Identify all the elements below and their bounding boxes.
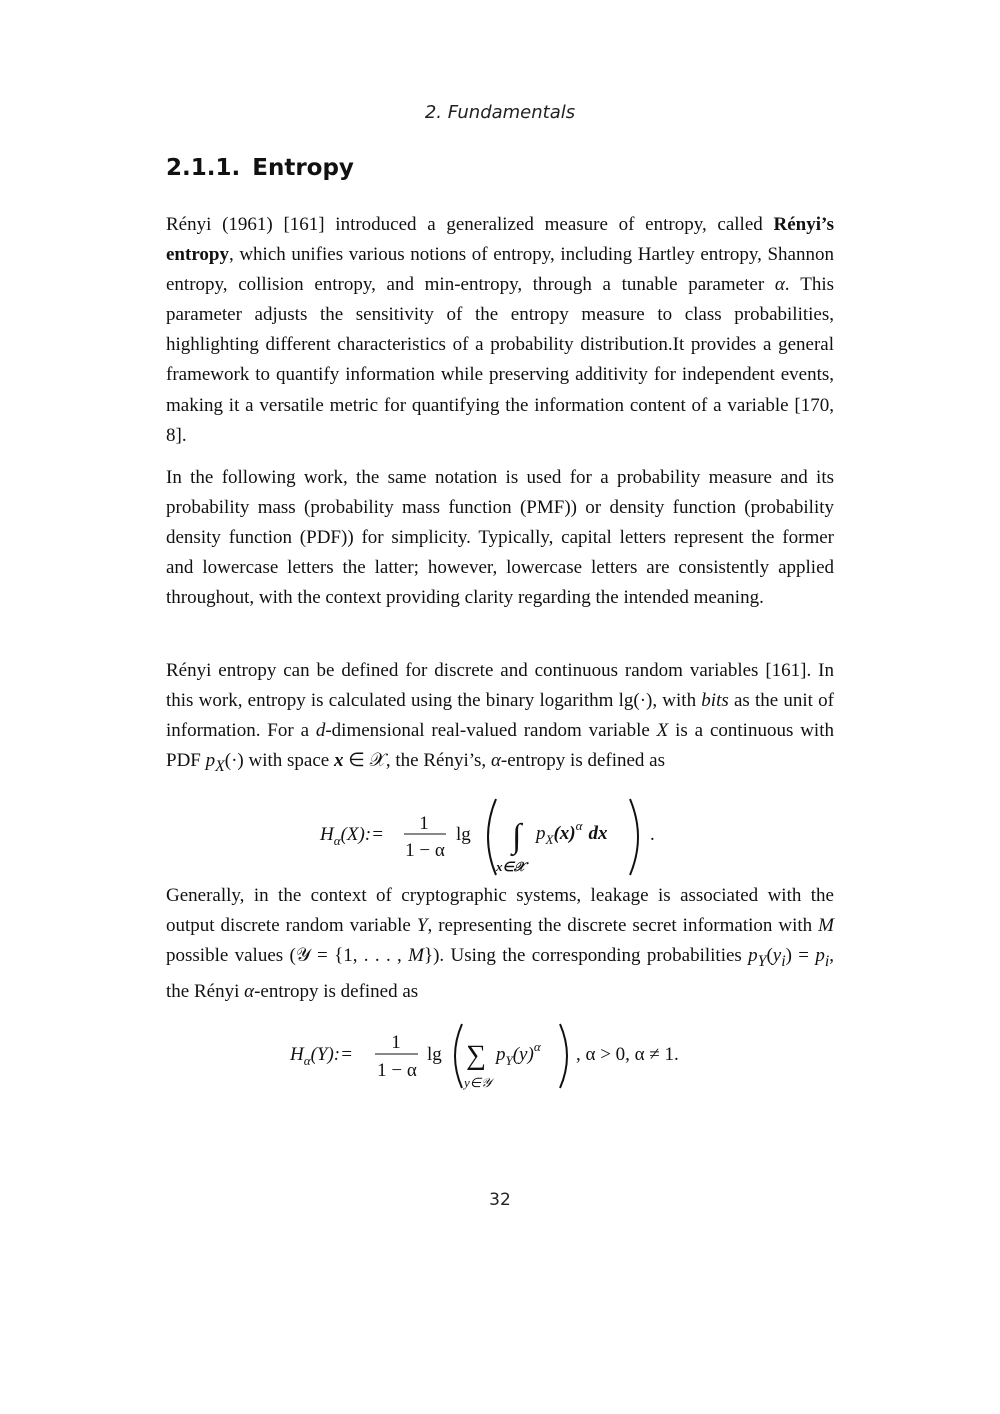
eq1-period: . bbox=[650, 824, 655, 845]
eq1-log: lg bbox=[456, 824, 471, 845]
eq1-integrand: $p_X(x)^\alpha$ dx bbox=[536, 818, 608, 847]
eq2-fraction-denominator: 1 − α bbox=[377, 1060, 417, 1081]
eq1-integral-limit: x∈𝒳 bbox=[496, 859, 526, 874]
equation-discrete-renyi bbox=[0, 1020, 1000, 1095]
eq2-term: $p_Y(y)^\alpha$ bbox=[496, 1039, 541, 1068]
section-title: Entropy bbox=[252, 155, 354, 181]
eq2-sum-limit: y∈𝒴 bbox=[464, 1075, 492, 1090]
paragraph-notation: In the following work, the same notation is used for a probability measure and its probability mass (probability mass function (PMF)) or density function (probability density function (PDF)) for simplicity. Typically, capital letters represent the former and lowercase letters the latter; however, lowercase letters are consistently applied throughout, with the context providing clarity regarding the intended meaning. bbox=[166, 467, 834, 609]
eq2-right-paren bbox=[560, 1024, 567, 1088]
eq1-fraction-denominator: 1 − α bbox=[405, 840, 445, 861]
paragraph-renyi-definition: Rényi entropy can be defined for discrete and continuous random variables [161]. In this work, entropy is calculated using the binary logarithm lg(·), with bits as the unit of information. For a d-dimensional real-valued random variable X is a continuous with PDF $p_X(\cdot)$ with space x ∈ 𝒳, the Rényi’s, α-entropy is defined as bbox=[166, 660, 834, 776]
eq1-lhs: $H_\alpha(X):=$ bbox=[320, 824, 384, 848]
eq1-right-paren bbox=[630, 799, 638, 875]
page-number: 32 bbox=[489, 1190, 511, 1210]
equation-2-svg bbox=[290, 1020, 710, 1095]
section-heading bbox=[166, 155, 354, 181]
eq1-fraction-numerator: 1 bbox=[419, 813, 429, 834]
eq2-log: lg bbox=[427, 1044, 442, 1065]
equation-continuous-renyi bbox=[0, 795, 1000, 880]
equation-1-svg bbox=[320, 795, 680, 880]
eq2-sum-sign: ∑ bbox=[466, 1040, 486, 1071]
paragraph-renyi-intro: Rényi (1961) [161] introduced a generalized measure of entropy, called Rényi’s entropy, which unifies various notions of entropy, including Hartley entropy, Shannon entropy, collision entropy, and min-entropy, through a tunable parameter α. This parameter adjusts the sensitivity of the entropy measure to class probabilities, highlighting different characteristics of a probability distribution.It provides a general framework to quantify information while preserving additivity for independent events, making it a versatile metric for quantifying the information content of a variable [170, 8]. bbox=[166, 214, 834, 446]
eq1-integral-sign: ∫ bbox=[512, 818, 522, 855]
section-number: 2.1.1. bbox=[166, 155, 241, 181]
eq2-left-paren bbox=[455, 1024, 462, 1088]
eq2-condition: , α > 0, α ≠ 1. bbox=[576, 1044, 679, 1065]
eq2-lhs: $H_\alpha(Y):=$ bbox=[290, 1044, 353, 1068]
eq2-fraction-numerator: 1 bbox=[391, 1032, 401, 1053]
running-header: 2. Fundamentals bbox=[424, 102, 576, 123]
paragraph-cryptographic-leakage: Generally, in the context of cryptographic systems, leakage is associated with the output discrete random variable Y, representing the discrete secret information with M possible values (𝒴 = {1, . . . , M}). Using the corresponding probabilities $p_Y(y_i) = p_i$, the Rényi α-entropy is defined as bbox=[166, 885, 834, 1003]
eq1-left-paren bbox=[488, 799, 496, 875]
term-renyis-entropy: Rényi’s entropy bbox=[166, 214, 834, 266]
